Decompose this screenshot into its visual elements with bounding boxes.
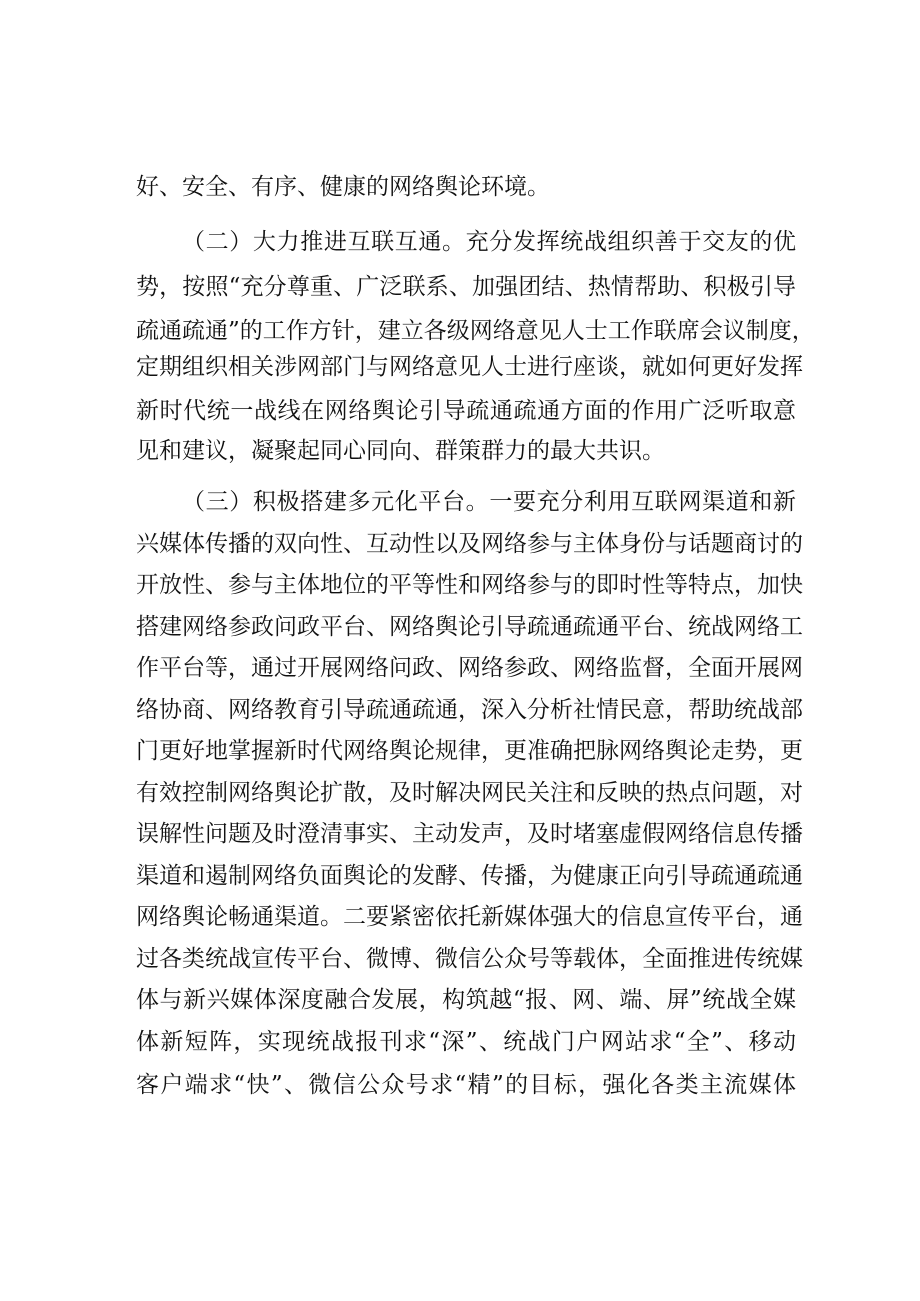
text-line: 客户端求“快”、微信公众号求“精”的目标，强化各类主流媒体 <box>136 1072 796 1098</box>
text-line: 误解性问题及时澄清事实、主动发声，及时堵塞虚假网络信息传播 <box>136 821 803 847</box>
text-line: 疏通疏通”的工作方针，建立各级网络意见人士工作联席会议制度， <box>136 318 815 344</box>
text-line: 定期组织相关涉网部门与网络意见人士进行座谈，就如何更好发挥 <box>136 354 803 380</box>
text-line: 门更好地掌握新时代网络舆论规律，更准确把脉网络舆论走势，更 <box>136 738 803 764</box>
text-line: 势，按照“充分尊重、广泛联系、加强团结、热情帮助、积极引导 <box>136 274 796 300</box>
text-line: 络协商、网络教育引导疏通疏通，深入分析社情民意，帮助统战部 <box>136 697 803 723</box>
text-line: 见和建议，凝聚起同心同向、群策群力的最大共识。 <box>136 438 665 464</box>
text-line: 体新短阵，实现统战报刊求“深”、统战门户网站求“全”、移动 <box>136 1029 796 1055</box>
text-line: 有效控制网络舆论扩散，及时解决网民关注和反映的热点问题，对 <box>136 780 803 806</box>
text-line: 开放性、参与主体地位的平等性和网络参与的即时性等特点，加快 <box>136 572 803 598</box>
text-line: 体与新兴媒体深度融合发展，构筑越“报、网、端、屏”统战全媒 <box>136 987 796 1013</box>
text-line: 搭建网络参政问政平台、网络舆论引导疏通疏通平台、统战网络工 <box>136 614 803 640</box>
text-line: 作平台等，通过开展网络问政、网络参政、网络监督，全面开展网 <box>136 655 803 681</box>
text-line: 好、安全、有序、健康的网络舆论环境。 <box>136 174 550 200</box>
text-line: 新时代统一战线在网络舆论引导疏通疏通方面的作用广泛听取意 <box>136 398 796 424</box>
text-line: （三）积极搭建多元化平台。一要充分利用互联网渠道和新 <box>182 489 796 515</box>
text-line: 过各类统战宣传平台、微博、微信公众号等载体，全面推进传统媒 <box>136 946 803 972</box>
text-line: 渠道和遏制网络负面舆论的发酵、传播，为健康正向引导疏通疏通 <box>136 863 803 889</box>
text-line: 兴媒体传播的双向性、互动性以及网络参与主体身份与话题商讨的 <box>136 531 803 557</box>
text-line: 网络舆论畅通渠道。二要紧密依托新媒体强大的信息宣传平台，通 <box>136 904 803 930</box>
text-line: （二）大力推进互联互通。充分发挥统战组织善于交友的优 <box>182 229 796 255</box>
